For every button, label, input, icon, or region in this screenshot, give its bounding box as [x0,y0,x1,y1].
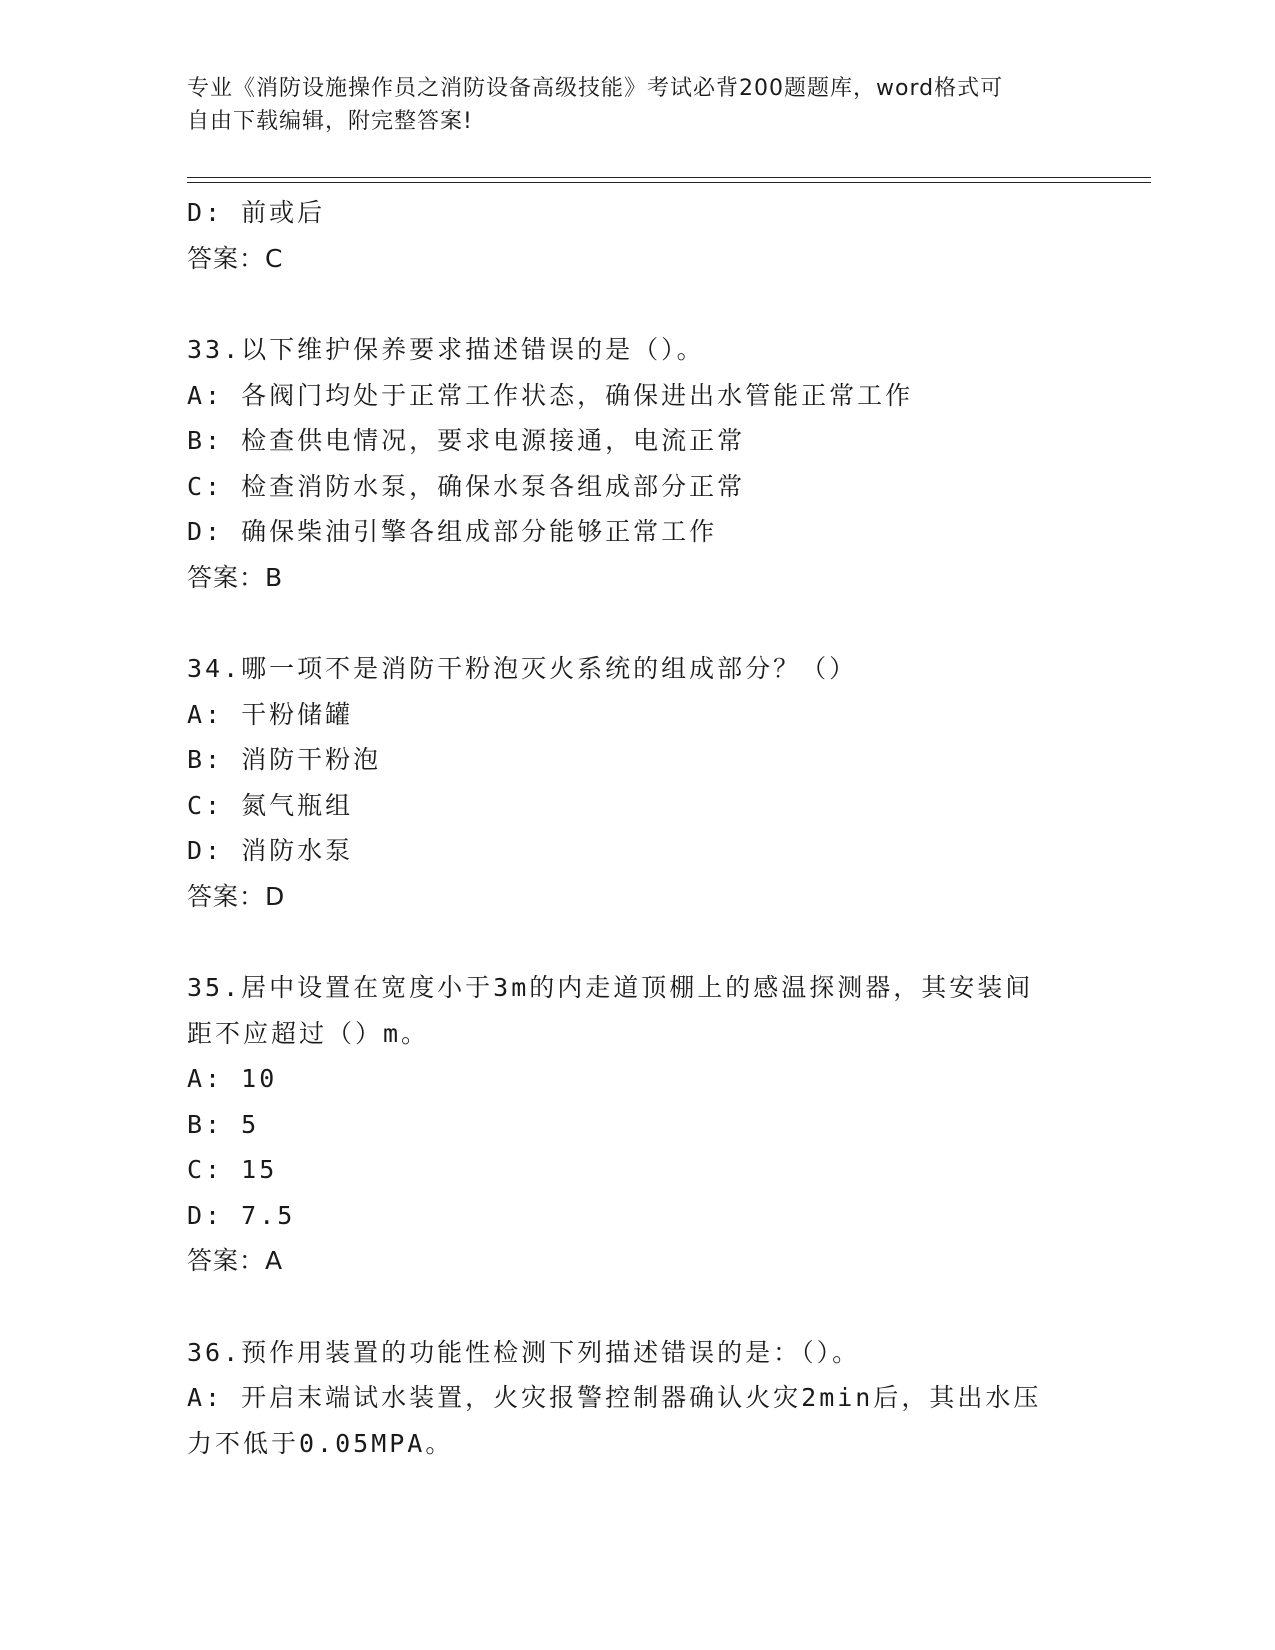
option-a-line-1: A: 开启末端试水装置，火灾报警控制器确认火灾2min后，其出水压 [187,1383,1042,1412]
answer: 答案：D [187,881,286,911]
question-stem: 36.预作用装置的功能性检测下列描述错误的是：（）。 [187,1337,861,1367]
question-list [187,190,1067,1466]
option-b: B: 5 [187,1109,260,1139]
option-c: C: 氮气瓶组 [187,790,354,820]
question-35 [187,965,1067,1284]
option-a: A: 干粉储罐 [187,699,354,729]
answer: 答案：A [187,1246,284,1275]
option-b: B: 消防干粉泡 [187,745,382,774]
question-stem-line-2: 距不应超过（）m。 [187,1018,430,1048]
option-a: A: 各阀门均处于正常工作状态，确保进出水管能正常工作 [187,380,914,410]
prev-answer: 答案：C [187,243,284,273]
header-rule-bottom [187,182,1151,183]
prev-option-d: D: 前或后 [187,198,326,227]
question-36 [187,1330,1067,1467]
question-stem: 33.以下维护保养要求描述错误的是（）。 [187,335,705,364]
question-stem-line-1: 35.居中设置在宽度小于3m的内走道顶棚上的感温探测器，其安装间 [187,973,1034,1002]
header-rule-top [187,177,1151,178]
document-header [187,72,1067,138]
option-a-line-2: 力不低于0.05MPA。 [187,1428,454,1458]
header-line-1: 专业《消防设施操作员之消防设备高级技能》考试必背200题题库，word格式可 [187,76,1004,101]
question-stem: 34.哪一项不是消防干粉泡灭火系统的组成部分？（） [187,654,858,683]
option-b: B: 检查供电情况，要求电源接通，电流正常 [187,426,746,455]
option-d: D: 确保柴油引擎各组成部分能够正常工作 [187,517,718,546]
answer: 答案：B [187,562,284,592]
option-d: D: 7.5 [187,1200,296,1230]
question-34 [187,646,1067,919]
option-a: A: 10 [187,1064,278,1093]
header-line-2: 自由下载编辑，附完整答案! [187,109,473,134]
option-c: C: 检查消防水泵，确保水泵各组成部分正常 [187,471,746,501]
option-d: D: 消防水泵 [187,836,354,865]
option-c: C: 15 [187,1155,278,1184]
question-33 [187,327,1067,600]
